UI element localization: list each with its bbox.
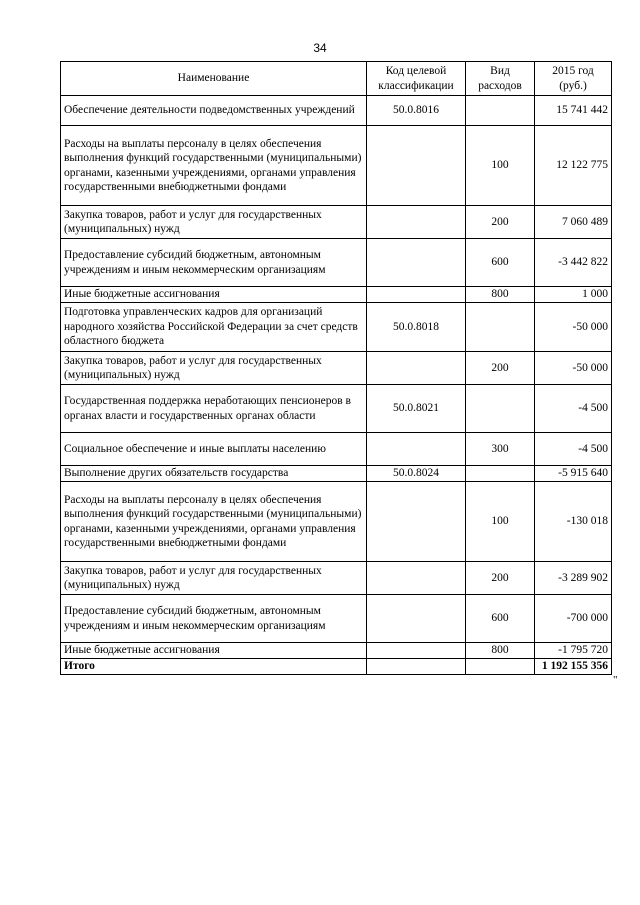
header-code: Код целевой классификации <box>367 62 466 96</box>
budget-table <box>60 61 612 675</box>
row-amount: -4 500 <box>535 433 612 466</box>
table-row <box>61 206 612 239</box>
row-kind: 300 <box>466 433 535 466</box>
page-number: 34 <box>313 41 327 55</box>
table-row <box>61 126 612 206</box>
header-kind: Вид расходов <box>466 62 535 96</box>
row-code <box>367 126 466 206</box>
row-amount: 1 000 <box>535 287 612 303</box>
row-amount: -1 795 720 <box>535 643 612 659</box>
row-name: Выполнение других обязательств государства <box>61 466 367 482</box>
row-name: Государственная поддержка неработающих пенсионеров в органах власти и государственных органах области <box>61 385 367 433</box>
row-name: Предоставление субсидий бюджетным, автономным учреждениям и иным некоммерческим организациям <box>61 239 367 287</box>
row-amount: -3 289 902 <box>535 562 612 595</box>
row-name: Закупка товаров, работ и услуг для государственных (муниципальных) нужд <box>61 206 367 239</box>
header-amount: 2015 год (руб.) <box>535 62 612 96</box>
row-code: 50.0.8024 <box>367 466 466 482</box>
row-kind: 100 <box>466 126 535 206</box>
row-name: Расходы на выплаты персоналу в целях обеспечения выполнения функций государственными (муниципальными) органами, казенными учреждениями, органами управления государственными внебюджетными фондами <box>61 126 367 206</box>
row-kind: 200 <box>466 206 535 239</box>
row-amount: -3 442 822 <box>535 239 612 287</box>
total-code <box>367 659 466 675</box>
total-kind <box>466 659 535 675</box>
row-kind: 800 <box>466 287 535 303</box>
row-kind: 200 <box>466 562 535 595</box>
row-name: Иные бюджетные ассигнования <box>61 643 367 659</box>
row-amount: -50 000 <box>535 352 612 385</box>
table-row <box>61 643 612 659</box>
row-amount: -4 500 <box>535 385 612 433</box>
row-name: Подготовка управленческих кадров для организаций народного хозяйства Российской Федерации за счет средств областного бюджета <box>61 303 367 352</box>
row-name: Закупка товаров, работ и услуг для государственных (муниципальных) нужд <box>61 352 367 385</box>
table-row <box>61 433 612 466</box>
table-row <box>61 287 612 303</box>
table-row <box>61 303 612 352</box>
table-row <box>61 466 612 482</box>
table-row <box>61 562 612 595</box>
row-code <box>367 482 466 562</box>
row-name: Закупка товаров, работ и услуг для государственных (муниципальных) нужд <box>61 562 367 595</box>
total-label: Итого <box>61 659 367 675</box>
row-amount: -130 018 <box>535 482 612 562</box>
table-row <box>61 385 612 433</box>
row-amount: -5 915 640 <box>535 466 612 482</box>
table-header-row <box>61 62 612 96</box>
table-row <box>61 352 612 385</box>
row-amount: -50 000 <box>535 303 612 352</box>
row-code: 50.0.8018 <box>367 303 466 352</box>
total-row <box>61 659 612 675</box>
row-code <box>367 433 466 466</box>
row-code: 50.0.8016 <box>367 96 466 126</box>
row-code <box>367 562 466 595</box>
row-name: Обеспечение деятельности подведомственных учреждений <box>61 96 367 126</box>
row-kind <box>466 385 535 433</box>
table-row <box>61 595 612 643</box>
row-kind <box>466 303 535 352</box>
row-kind: 200 <box>466 352 535 385</box>
row-kind: 600 <box>466 595 535 643</box>
table-row <box>61 482 612 562</box>
row-name: Предоставление субсидий бюджетным, автономным учреждениям и иным некоммерческим организациям <box>61 595 367 643</box>
row-code <box>367 287 466 303</box>
row-code <box>367 239 466 287</box>
row-kind: 800 <box>466 643 535 659</box>
closing-quote: " <box>613 674 618 686</box>
row-code: 50.0.8021 <box>367 385 466 433</box>
row-code <box>367 595 466 643</box>
row-code <box>367 352 466 385</box>
table-row <box>61 96 612 126</box>
header-name: Наименование <box>61 62 367 96</box>
row-name: Иные бюджетные ассигнования <box>61 287 367 303</box>
row-amount: 15 741 442 <box>535 96 612 126</box>
row-name: Социальное обеспечение и иные выплаты населению <box>61 433 367 466</box>
row-kind <box>466 466 535 482</box>
row-amount: 12 122 775 <box>535 126 612 206</box>
row-kind: 100 <box>466 482 535 562</box>
row-code <box>367 206 466 239</box>
row-amount: 7 060 489 <box>535 206 612 239</box>
row-name: Расходы на выплаты персоналу в целях обеспечения выполнения функций государственными (муниципальными) органами, казенными учреждениями, органами управления государственными внебюджетными фондами <box>61 482 367 562</box>
table-row <box>61 239 612 287</box>
row-kind: 600 <box>466 239 535 287</box>
total-amount: 1 192 155 356 <box>535 659 612 675</box>
row-kind <box>466 96 535 126</box>
row-amount: -700 000 <box>535 595 612 643</box>
row-code <box>367 643 466 659</box>
